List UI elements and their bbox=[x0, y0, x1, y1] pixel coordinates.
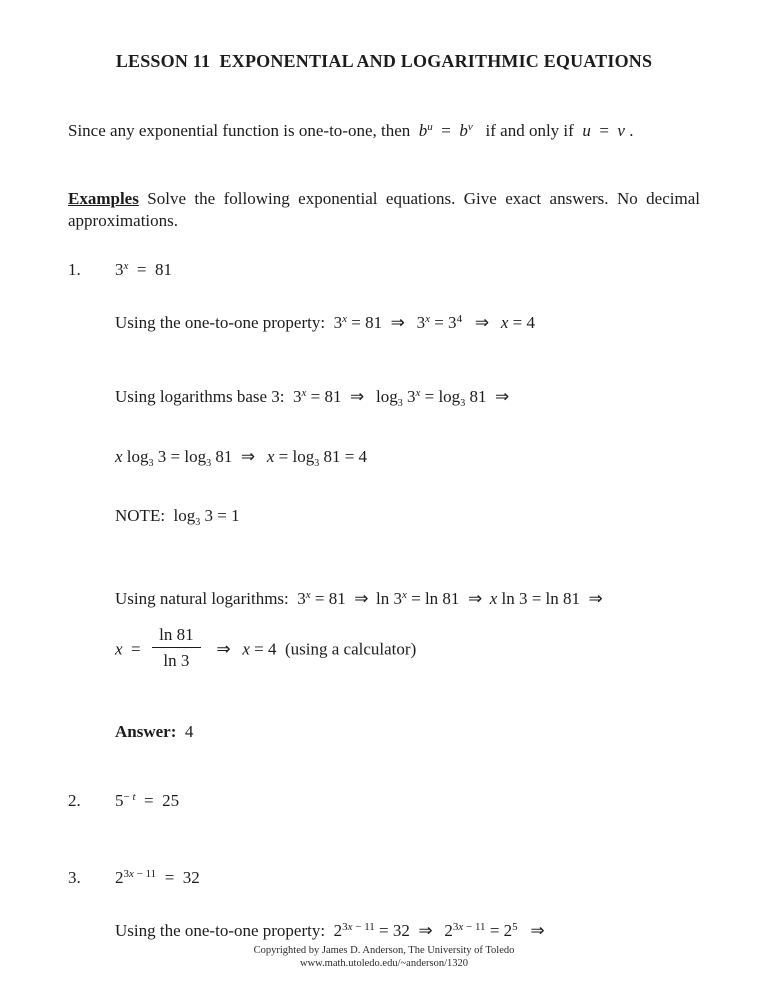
problem-1-one-to-one-line: Using the one-to-one property: $3^x = 81$ ⇒ $3^x = 3^4$ ⇒ x = 4 bbox=[115, 313, 535, 332]
problem-3-number: 3. bbox=[68, 868, 81, 887]
problem-1-logs-base3-line: Using logarithms base 3: $3^x = 81$ ⇒ $\log_3 3^x = \log_3 81$ ⇒ bbox=[115, 387, 509, 409]
intro-paragraph: Since any exponential function is one-to-one, then $b^u = b^v$ if and only if u = v . bbox=[68, 121, 634, 140]
problem-1-note-line: NOTE: $\log_3 3 = 1$ bbox=[115, 506, 240, 528]
problem-2-number: 2. bbox=[68, 791, 81, 810]
problem-2-item bbox=[68, 786, 700, 812]
problem-2-equation: 5− $^t$ = 25 bbox=[115, 791, 180, 810]
problem-3-equation: $2^{3x}$ $^{- 11}$ = 32 bbox=[115, 868, 200, 887]
footer-copyright: Copyrighted by James D. Anderson, The University of Toledo bbox=[253, 945, 515, 956]
problem-1-natural-logs-line: Using natural logarithms: $3^x = 81$ ⇒ $\ln 3^x = \ln 81$ ⇒ x ln 3 = ln 81 ⇒ bbox=[115, 589, 602, 608]
footer-url: www.math.utoledo.edu/~anderson/1320 bbox=[299, 958, 468, 969]
problem-1-logs-base3-continued-line: x $\log_3 3 = \log_3 81$ ⇒ $x = \log_3 81 = 4$ bbox=[115, 447, 368, 469]
problem-3-item bbox=[68, 863, 700, 889]
problem-1-natural-logs-result-line: x = $\frac{\ln 81}{\ln 3}$ ⇒ x = 4 (using a calculator) bbox=[115, 625, 417, 670]
problem-1-answer-line: Answer: 4 bbox=[115, 722, 194, 741]
problem-1-item bbox=[68, 255, 700, 281]
page-title: LESSON 11 EXPONENTIAL AND LOGARITHMIC EQUATIONS bbox=[115, 51, 653, 71]
problem-1-number: 1. bbox=[68, 260, 81, 279]
page-footer bbox=[0, 944, 768, 970]
examples-heading: Examples Solve the following exponential equations. Give exact answers. No decimal approximations. bbox=[68, 189, 700, 230]
problem-3-one-to-one-line: Using the one-to-one property: $2^{3x}$ $^{- 11}$ = 32 ⇒ $2^{3x}$ $^{- 11} = 2^5$ ⇒ bbox=[115, 921, 544, 940]
problem-1-equation: 3$^x$ = 81 bbox=[115, 260, 172, 279]
